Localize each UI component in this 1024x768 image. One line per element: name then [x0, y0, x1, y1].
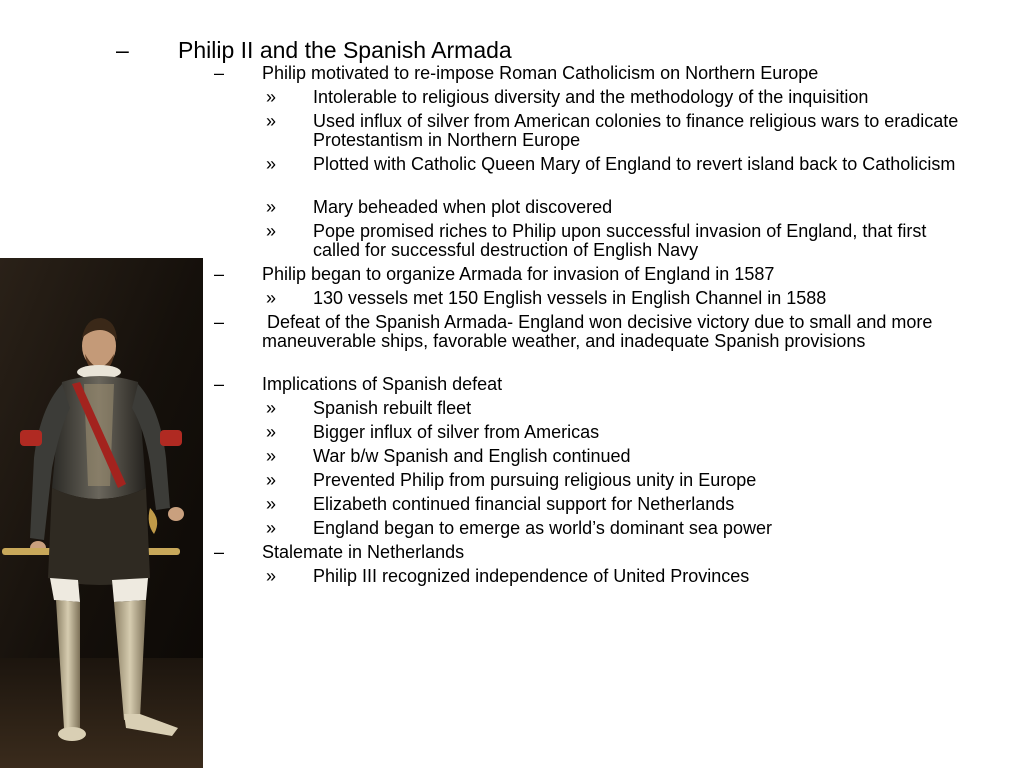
- list-item: [0, 198, 1024, 222]
- bullet-text: England began to emerge as world’s dominant sea power: [313, 518, 772, 538]
- bullet-text: Mary beheaded when plot discovered: [313, 197, 613, 217]
- section-text: Implications of Spanish defeat: [262, 374, 503, 394]
- section-motivation: [0, 64, 1024, 88]
- bullet-text: Philip III recognized independence of United Provinces: [313, 566, 750, 586]
- section-text: Philip motivated to re-impose Roman Catholicism on Northern Europe: [262, 63, 819, 83]
- bullet-marker: »: [266, 494, 277, 514]
- title-dash: –: [116, 37, 129, 63]
- portrait-illustration: [0, 258, 203, 768]
- section-dash: –: [214, 374, 225, 394]
- outline-title: [0, 36, 1024, 64]
- bullet-text: Elizabeth continued financial support for Netherlands: [313, 494, 735, 514]
- section-text: Defeat of the Spanish Armada- England won decisive victory due to small and more maneuverable ships, favorable weather, and inadequate Spanish provisions: [262, 312, 938, 351]
- bullet-marker: »: [266, 422, 277, 442]
- list-item: [0, 88, 1024, 112]
- section-text: Stalemate in Netherlands: [262, 542, 465, 562]
- portrait-image: [0, 258, 203, 768]
- bullet-marker: »: [266, 197, 277, 217]
- bullet-marker: »: [266, 221, 277, 241]
- bullet-text: Spanish rebuilt fleet: [313, 398, 472, 418]
- bullet-marker: »: [266, 566, 277, 586]
- bullet-text: Intolerable to religious diversity and the methodology of the inquisition: [313, 87, 869, 107]
- bullet-marker: »: [266, 470, 277, 490]
- title-text: Philip II and the Spanish Armada: [178, 37, 512, 63]
- bullet-text: Plotted with Catholic Queen Mary of England to revert island back to Catholicism: [313, 154, 956, 174]
- list-item: [0, 155, 1024, 198]
- section-text: Philip began to organize Armada for invasion of England in 1587: [262, 264, 775, 284]
- section-dash: –: [214, 63, 225, 83]
- section-dash: –: [214, 312, 225, 332]
- bullet-marker: »: [266, 446, 277, 466]
- bullet-text: Prevented Philip from pursuing religious unity in Europe: [313, 470, 757, 490]
- bullet-text: Bigger influx of silver from Americas: [313, 422, 600, 442]
- bullet-text: Used influx of silver from American colonies to finance religious wars to eradicate Protestantism in Northern Europe: [313, 111, 959, 150]
- list-item: [0, 112, 1024, 155]
- bullet-marker: »: [266, 87, 277, 107]
- bullet-text: Pope promised riches to Philip upon successful invasion of England, that first called for successful destruction of English Navy: [313, 221, 927, 260]
- bullet-text: 130 vessels met 150 English vessels in English Channel in 1588: [313, 288, 827, 308]
- bullet-marker: »: [266, 288, 277, 308]
- bullet-marker: »: [266, 111, 277, 131]
- bullet-marker: »: [266, 398, 277, 418]
- section-dash: –: [214, 542, 225, 562]
- section-dash: –: [214, 264, 225, 284]
- bullet-text: War b/w Spanish and English continued: [313, 446, 631, 466]
- bullet-marker: »: [266, 518, 277, 538]
- bullet-marker: »: [266, 154, 277, 174]
